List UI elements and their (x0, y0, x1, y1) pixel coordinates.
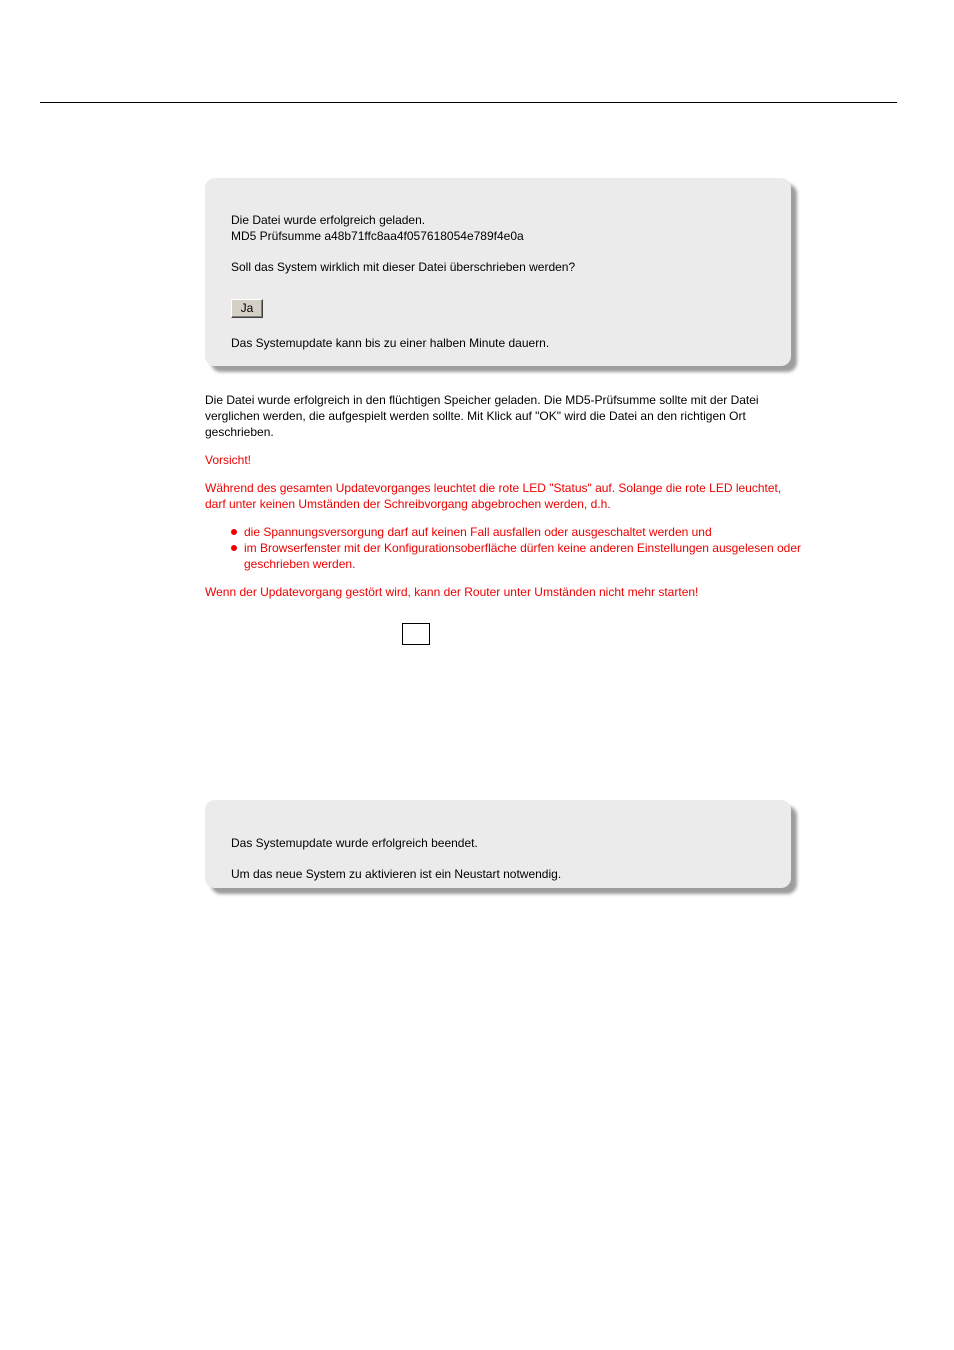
header-rule (40, 102, 897, 103)
bullet-icon (231, 529, 237, 535)
list-item (205, 524, 805, 540)
update-complete-panel (205, 800, 791, 888)
md5-checksum-text: MD5 Prüfsumme a48b71ffc8aa4f057618054e789f4e0a (231, 229, 524, 243)
upload-confirm-panel (205, 178, 791, 366)
update-duration-note: Das Systemupdate kann bis zu einer halben Minute dauern. (231, 336, 550, 350)
bullet-icon (231, 545, 237, 551)
warning-title: Vorsicht! (205, 453, 252, 467)
warning-list (205, 524, 805, 572)
upload-success-text: Die Datei wurde erfolgreich geladen. (231, 213, 426, 227)
warning-final: Wenn der Updatevorgang gestört wird, kann der Router unter Umständen nicht mehr starten! (205, 585, 699, 599)
empty-box (402, 623, 430, 645)
list-item (205, 540, 805, 572)
confirm-yes-button[interactable]: Ja (231, 299, 263, 318)
warning-paragraph: Während des gesamten Updatevorganges leuchtet die rote LED "Status" auf. Solange die rote LED leuchtet, darf unter keinen Umständen der Schreibvorgang abgebrochen werden, d.h. (205, 481, 782, 511)
description-paragraph: Die Datei wurde erfolgreich in den flüchtigen Speicher geladen. Die MD5-Prüfsumme sollte mit der Datei verglichen werden, die aufgespielt werden sollte. Mit Klick auf "OK" wird die Datei an den richtigen Ort geschrieben. (205, 393, 759, 439)
restart-required-text: Um das neue System zu aktivieren ist ein Neustart notwendig. (231, 867, 562, 881)
overwrite-question: Soll das System wirklich mit dieser Datei überschrieben werden? (231, 260, 576, 274)
warning-item-text: die Spannungsversorgung darf auf keinen Fall ausfallen oder ausgeschaltet werden und (244, 525, 712, 539)
update-complete-text: Das Systemupdate wurde erfolgreich beendet. (231, 836, 478, 850)
warning-item-text: im Browserfenster mit der Konfigurationsoberfläche dürfen keine anderen Einstellungen ausgelesen oder geschrieben werden. (244, 541, 801, 571)
